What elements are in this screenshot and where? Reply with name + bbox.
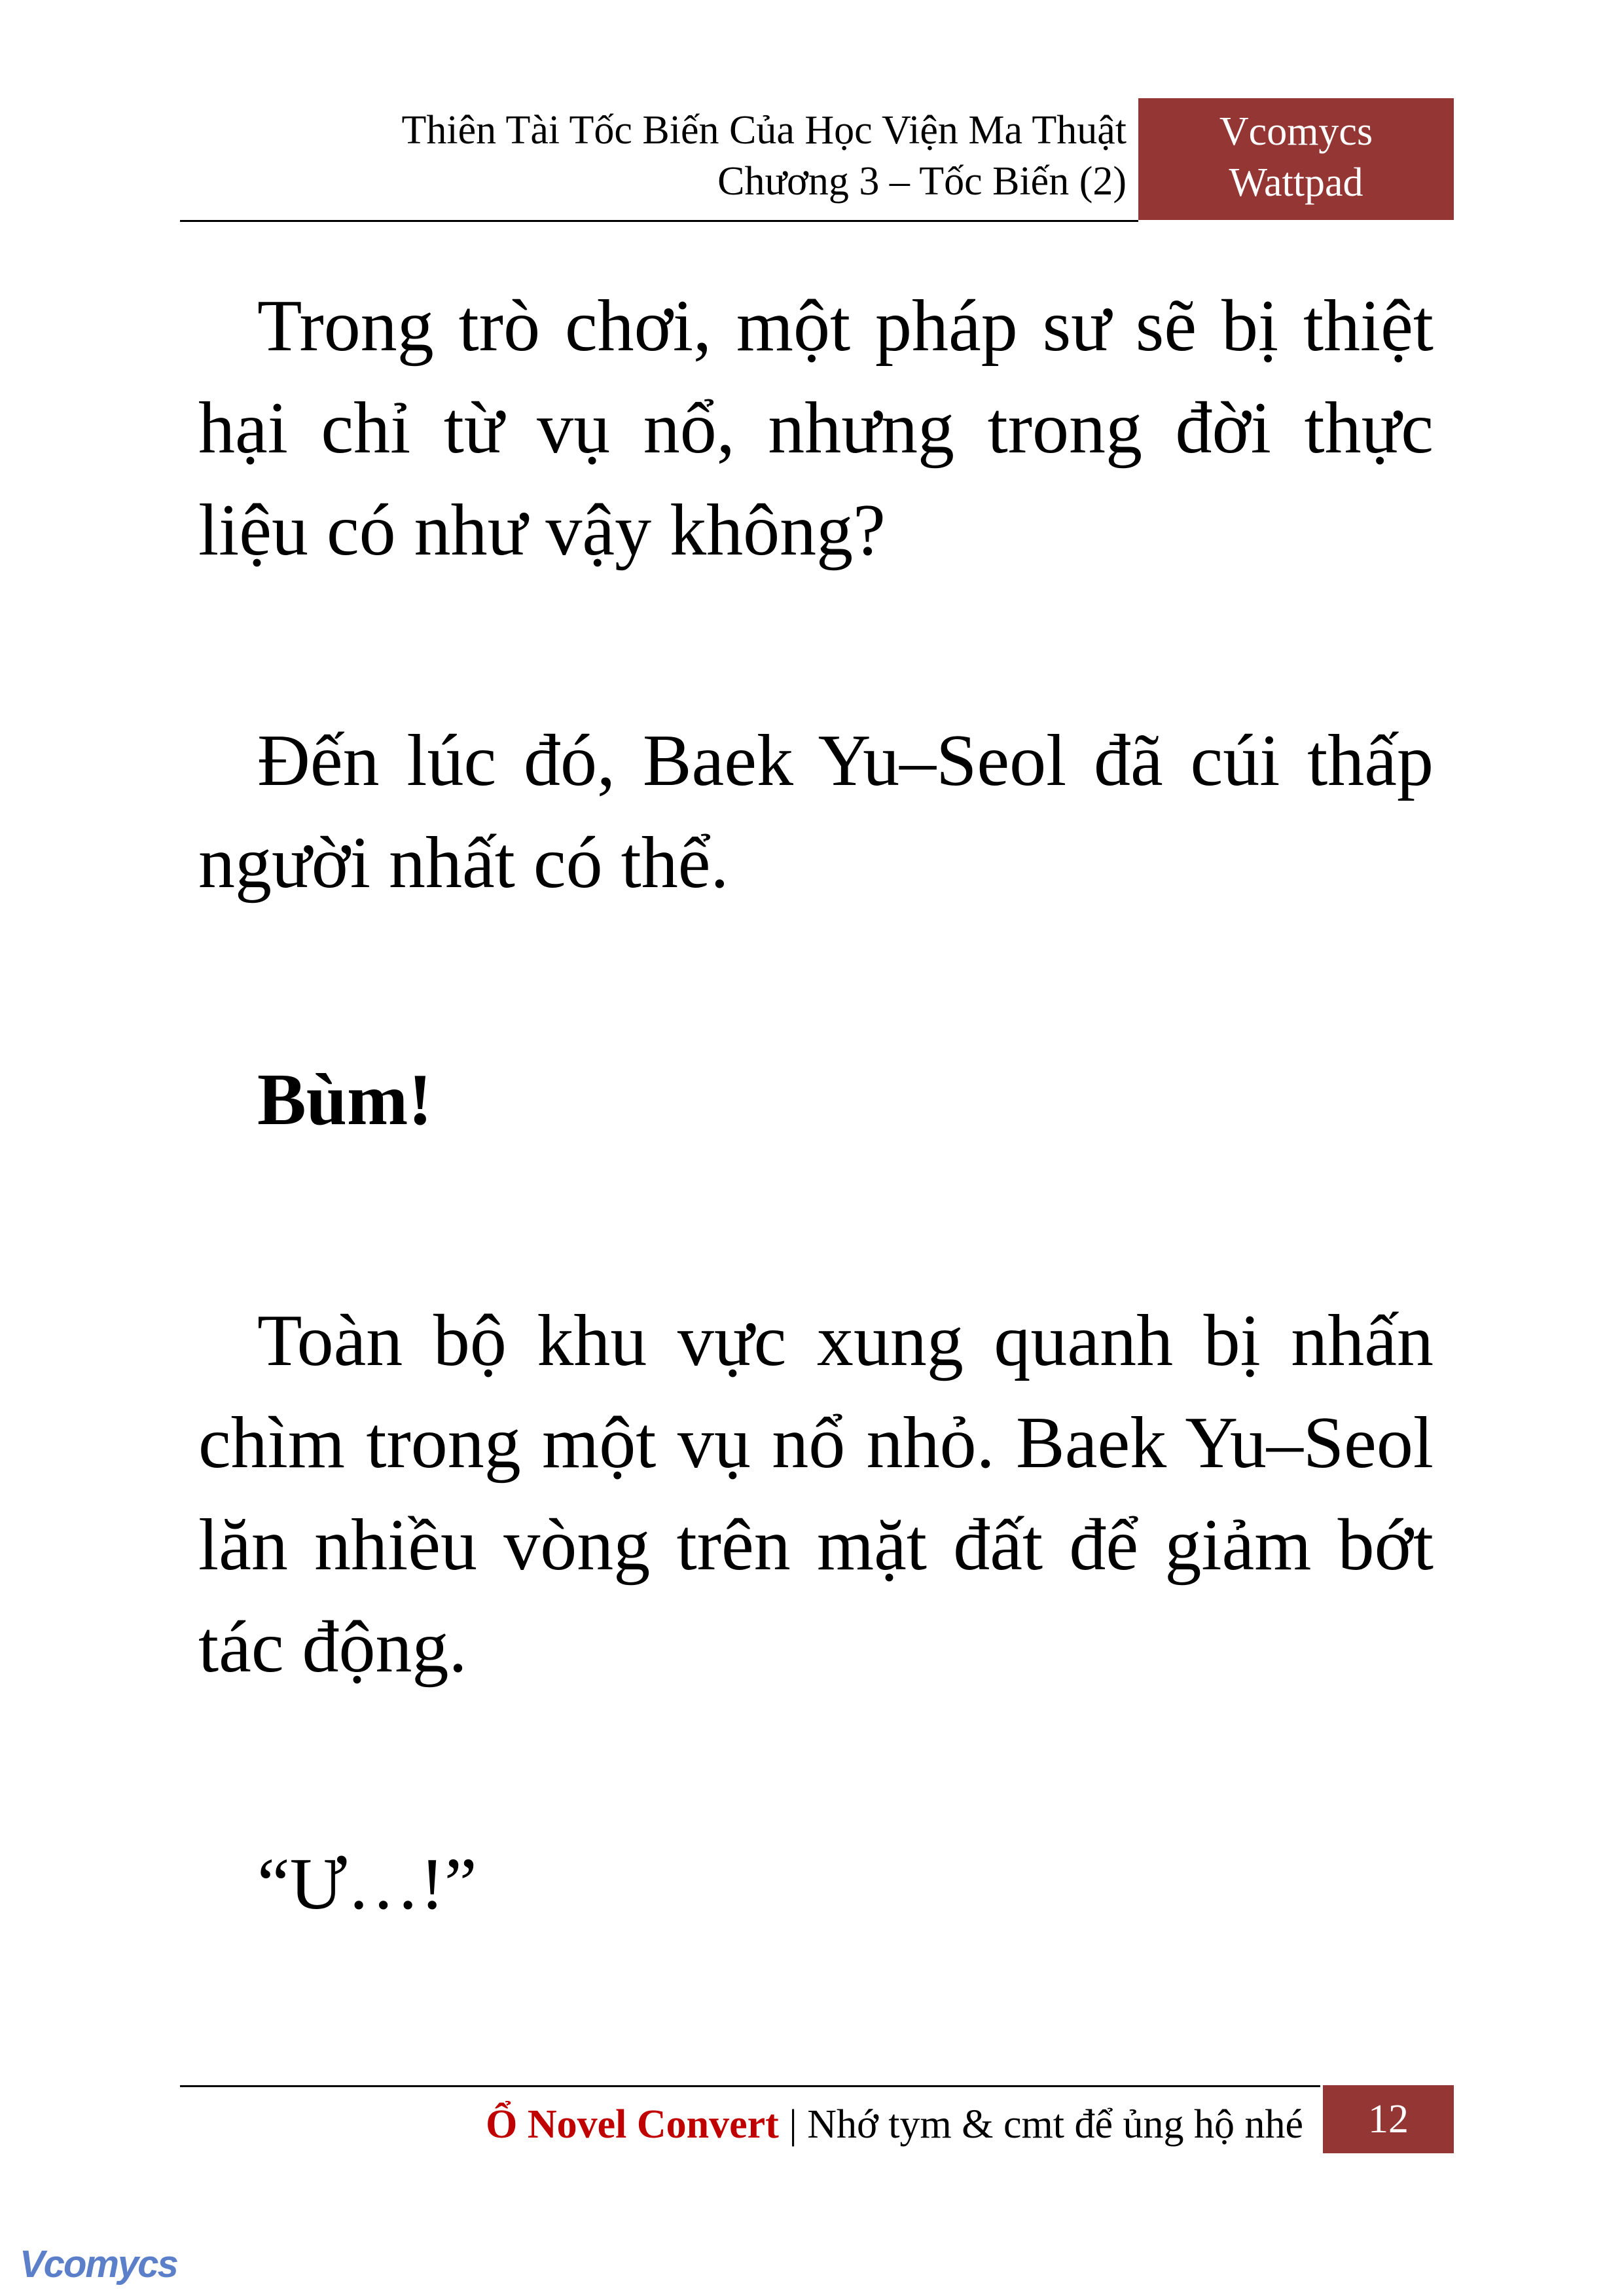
chapter-title: Chương 3 – Tốc Biến (2) (717, 159, 1127, 204)
book-title: Thiên Tài Tốc Biến Của Học Viện Ma Thuật (401, 108, 1127, 153)
header-titles (402, 105, 1127, 207)
paragraph-2: Đến lúc đó, Baek Yu–Seol đã cúi thấp người nhất có thể. (198, 720, 1434, 903)
page-content (198, 275, 1434, 1935)
header-divider (180, 220, 1138, 222)
footer-message: Nhớ tym & cmt để ủng hộ nhé (807, 2102, 1303, 2147)
source-name: Vcomycs (1219, 109, 1373, 154)
footer-separator: | (778, 2102, 808, 2147)
source-badge (1138, 98, 1454, 220)
footer-brand: Ổ Novel Convert (486, 2102, 779, 2147)
paragraph-3: Bùm! (257, 1059, 433, 1140)
paragraph-1: Trong trò chơi, một pháp sư sẽ bị thiệt hại chỉ từ vụ nổ, nhưng trong đời thực liệu có như vậy không? (198, 285, 1434, 571)
platform-name: Wattpad (1229, 160, 1363, 205)
footer-divider (180, 2085, 1320, 2087)
footer-text (486, 2098, 1303, 2151)
paragraph-5: “Ư…!” (257, 1844, 477, 1925)
watermark-logo: Vcomycs (20, 2243, 177, 2286)
page-header (180, 98, 1454, 220)
page-number: 12 (1323, 2085, 1454, 2153)
paragraph-4: Toàn bộ khu vực xung quanh bị nhấn chìm trong một vụ nổ nhỏ. Baek Yu–Seol lăn nhiều vòng trên mặt đất để giảm bớt tác động. (198, 1300, 1434, 1688)
